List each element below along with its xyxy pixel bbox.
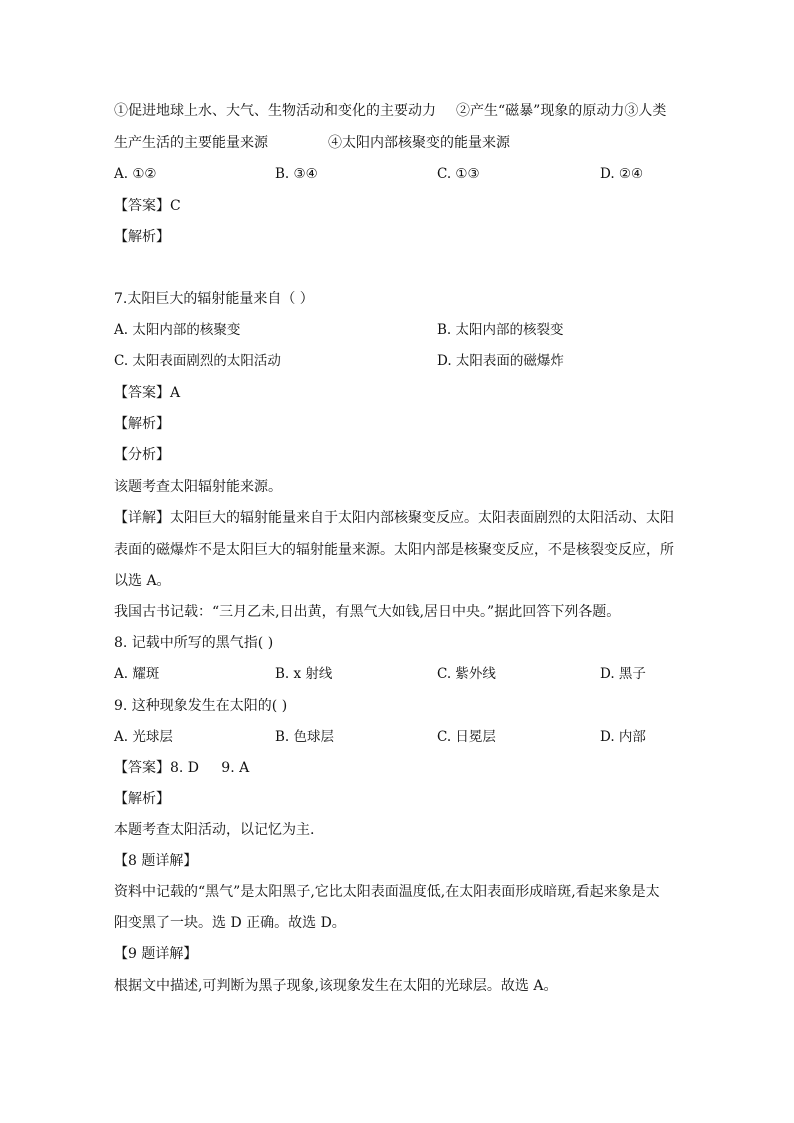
q9-option-d: D. 内部	[600, 729, 646, 745]
q7-analysis-label: 【解析】	[114, 416, 170, 432]
q6-analysis-label: 【解析】	[114, 229, 170, 245]
material-text: 我国古书记载：“三月乙未,日出黄，有黑气大如钱,居日中央。”据此回答下列各题。	[114, 604, 621, 620]
q6-option-b: B. ③④	[275, 166, 318, 182]
q8-detail-title: 【8 题详解】	[114, 853, 198, 869]
q7-option-d: D. 太阳表面的磁爆炸	[437, 353, 564, 369]
q8-detail-line-1: 资料中记载的“黑气”是太阳黑子,它比太阳表面温度低,在太阳表面形成暗斑,看起来象是太	[114, 884, 660, 900]
q8-option-c: C. 紫外线	[437, 666, 496, 682]
q8-stem: 8. 记载中所写的黑气指( )	[114, 635, 274, 651]
q89-summary: 本题考查太阳活动，以记忆为主.	[114, 822, 315, 838]
q7-detail-line-1: 【详解】太阳巨大的辐射能量来自于太阳内部核聚变反应。太阳表面剧烈的太阳活动、太阳	[114, 510, 674, 526]
q9-detail-title: 【9 题详解】	[114, 946, 198, 962]
q89-analysis-label: 【解析】	[114, 791, 170, 807]
q9-option-c: C. 日冕层	[437, 729, 496, 745]
q8-option-a: A. 耀斑	[114, 666, 160, 682]
q6-answer: 【答案】C	[114, 198, 181, 214]
q9-option-a: A. 光球层	[114, 729, 173, 745]
q6-stem-part-3: 生产生活的主要能量来源	[114, 135, 268, 151]
q6-stem-line-2	[114, 133, 510, 153]
q7-answer: 【答案】A	[114, 385, 181, 401]
q7-option-b: B. 太阳内部的核裂变	[437, 322, 564, 338]
q8-detail-line-2: 阳变黑了一块。选 D 正确。故选 D。	[114, 915, 346, 931]
q7-option-c: C. 太阳表面剧烈的太阳活动	[114, 353, 281, 369]
q7-detail-line-3: 以选 A。	[114, 573, 171, 589]
q7-detail-line-2: 表面的磁爆炸不是太阳巨大的辐射能量来源。太阳内部是核聚变反应，不是核裂变反应，所	[114, 542, 674, 558]
q9-stem: 9. 这种现象发生在太阳的( )	[114, 698, 288, 714]
q6-stem-part-2: ②产生“磁暴”现象的原动力③人类	[456, 103, 667, 119]
q6-option-c: C. ①③	[437, 166, 480, 182]
q89-answer: 【答案】8. D 9. A	[114, 760, 250, 776]
q8-option-d: D. 黑子	[600, 666, 646, 682]
q6-option-a: A. ①②	[114, 166, 157, 182]
q6-stem-line-1	[114, 101, 666, 121]
q7-fenxi-label: 【分析】	[114, 447, 170, 463]
q7-option-a: A. 太阳内部的核聚变	[114, 322, 241, 338]
q6-stem-part-4: ④太阳内部核聚变的能量来源	[328, 135, 510, 151]
q9-option-b: B. 色球层	[275, 729, 335, 745]
q6-stem-part-1: ①促进地球上水、大气、生物活动和变化的主要动力	[114, 103, 436, 119]
q7-fenxi-text: 该题考查太阳辐射能来源。	[114, 479, 282, 495]
q8-option-b: B. x 射线	[275, 666, 333, 682]
q6-option-d: D. ②④	[600, 166, 644, 182]
q7-stem: 7.太阳巨大的辐射能量来自（ ）	[114, 291, 314, 307]
q9-detail-line-1: 根据文中描述,可判断为黑子现象,该现象发生在太阳的光球层。故选 A。	[114, 978, 558, 994]
